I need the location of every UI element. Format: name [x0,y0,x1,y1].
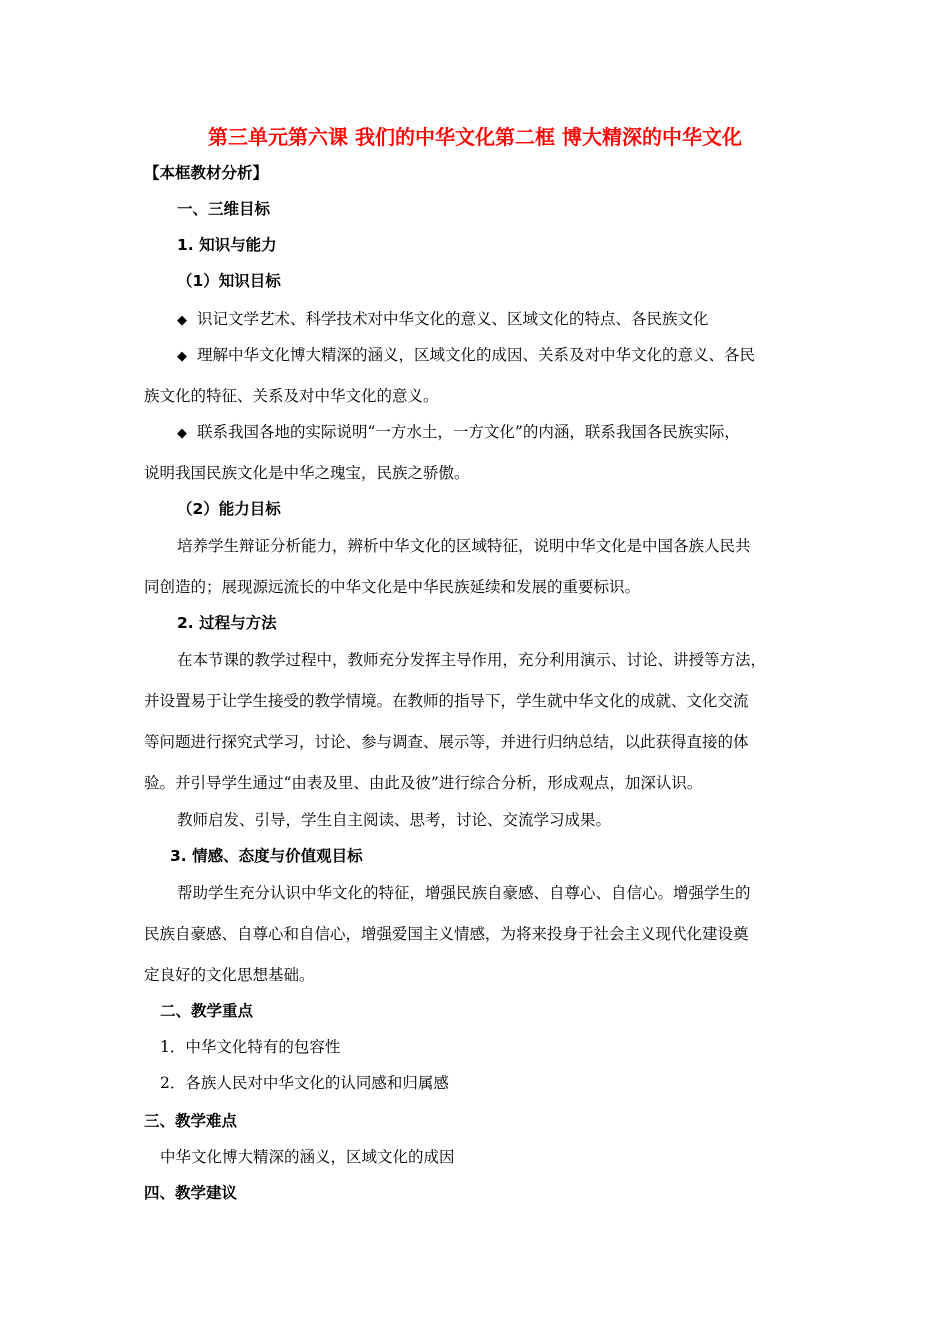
process-paragraph-line-1: 在本节课的教学过程中，教师充分发挥主导作用，充分利用演示、讨论、讲授等方法， [177,651,767,669]
emotion-paragraph-line-1: 帮助学生充分认识中华文化的特征，增强民族自豪感、自尊心、自信心。增强学生的 [177,884,751,902]
diamond-bullet-icon: ◆ [177,426,187,441]
bullet-item-3-text-line-2: 说明我国民族文化是中华之瑰宝，民族之骄傲。 [144,464,470,482]
process-paragraph-line-3: 等问题进行探究式学习，讨论、参与调查、展示等，并进行归纳总结，以此获得直接的体 [144,733,749,751]
heading-difficulties: 三、教学难点 [144,1112,238,1130]
process-paragraph-line-4: 验。并引导学生通过“由表及里、由此及彼”进行综合分析，形成观点，加深认识。 [144,774,703,792]
heading-three-goals: 一、三维目标 [177,200,271,218]
process-paragraph-line-2: 并设置易于让学生接受的教学情境。在教师的指导下，学生就中华文化的成就、文化交流 [144,692,749,710]
bullet-item-3 [177,422,740,444]
difficulty-text: 中华文化博大精深的涵义，区域文化的成因 [160,1148,455,1166]
bullet-item-2-text-line-1: 理解中华文化博大精深的涵义，区域文化的成因、关系及对中华文化的意义、各民 [197,346,756,364]
bullet-item-3-text-line-1: 联系我国各地的实际说明“一方水土，一方文化”的内涵，联系我国各民族实际， [197,423,740,441]
heading-suggestions: 四、教学建议 [144,1184,238,1202]
heading-process-method: 2. 过程与方法 [177,614,277,632]
bullet-item-2 [177,345,755,367]
heading-ability-goal: （2）能力目标 [177,500,281,518]
diamond-bullet-icon: ◆ [177,313,187,328]
bullet-item-2-text-line-2: 族文化的特征、关系及对中华文化的意义。 [144,387,439,405]
heading-knowledge-ability: 1. 知识与能力 [177,236,277,254]
key-point-2: 2．各族人民对中华文化的认同感和归属感 [160,1074,449,1092]
heading-knowledge-goal: （1）知识目标 [177,272,281,290]
bullet-item-1-text: 识记文学艺术、科学技术对中华文化的意义、区域文化的特点、各民族文化 [197,310,709,328]
emotion-paragraph-line-2: 民族自豪感、自尊心和自信心，增强爱国主义情感，为将来投身于社会主义现代化建设奠 [144,925,749,943]
section-analysis-heading: 【本框教材分析】 [144,164,269,182]
emotion-paragraph-line-3: 定良好的文化思想基础。 [144,966,315,984]
ability-paragraph-line-2: 同创造的；展现源远流长的中华文化是中华民族延续和发展的重要标识。 [144,578,641,596]
bullet-item-1 [177,309,709,331]
process-paragraph-line-5: 教师启发、引导，学生自主阅读、思考，讨论、交流学习成果。 [177,811,612,829]
heading-emotion-values: 3. 情感、态度与价值观目标 [170,847,363,865]
ability-paragraph-line-1: 培养学生辩证分析能力，辨析中华文化的区域特征，说明中华文化是中国各族人民共 [177,537,751,555]
diamond-bullet-icon: ◆ [177,349,187,364]
document-title: 第三单元第六课 我们的中华文化第二框 博大精深的中华文化 [208,125,742,149]
key-point-1: 1．中华文化特有的包容性 [160,1038,341,1056]
heading-key-points: 二、教学重点 [160,1002,254,1020]
